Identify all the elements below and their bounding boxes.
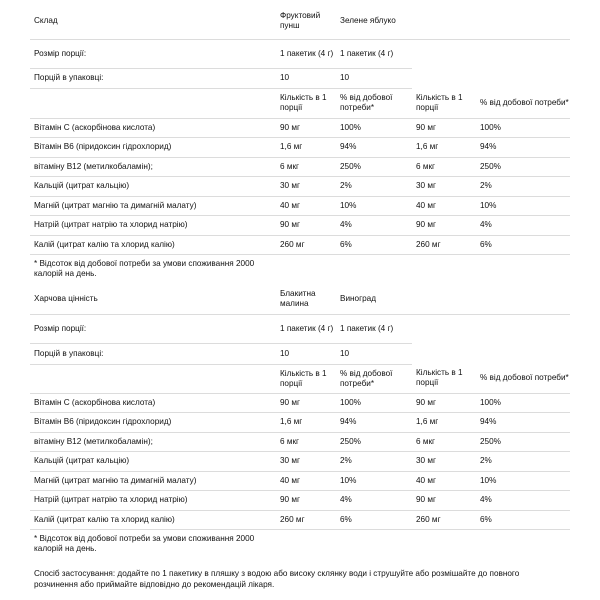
- nutrient-name: Кальцій (цитрат кальцію): [30, 177, 276, 197]
- dv-value: 100%: [476, 118, 570, 138]
- table-row: [30, 491, 570, 511]
- table-row: [30, 452, 570, 472]
- dv-value: 6%: [476, 235, 570, 255]
- amount-value: 30 мг: [276, 177, 336, 197]
- amount-value: 90 мг: [412, 216, 476, 236]
- serving-size-label: Розмір порції:: [30, 314, 276, 343]
- table-title: Склад: [30, 4, 276, 39]
- amount-value: 6 мкг: [412, 432, 476, 452]
- dv-header: % від добової потреби*: [476, 364, 570, 393]
- nutrient-name: Вітамін С (аскорбінова кислота): [30, 118, 276, 138]
- dv-value: 2%: [336, 452, 412, 472]
- servings-per-label: Порцій в упаковці:: [30, 68, 276, 88]
- amount-value: 30 мг: [276, 452, 336, 472]
- amount-value: 90 мг: [412, 491, 476, 511]
- amount-value: 260 мг: [276, 510, 336, 530]
- table-row: [30, 393, 570, 413]
- dv-value: 100%: [336, 118, 412, 138]
- table-row: [30, 471, 570, 491]
- dv-value: 4%: [476, 216, 570, 236]
- flavor-name: Блакитна малина: [276, 284, 336, 314]
- nutrient-name: Калій (цитрат калію та хлорид калію): [30, 510, 276, 530]
- dv-value: 94%: [476, 138, 570, 158]
- dv-value: 10%: [336, 471, 412, 491]
- dv-header: % від добової потреби*: [476, 88, 570, 118]
- dv-value: 6%: [476, 510, 570, 530]
- dv-header: % від добової потреби*: [336, 364, 412, 393]
- nutrient-name: Кальцій (цитрат кальцію): [30, 452, 276, 472]
- amount-value: 90 мг: [276, 216, 336, 236]
- flavor-name: Виноград: [336, 284, 412, 314]
- table-row: [30, 157, 570, 177]
- amount-value: 1,6 мг: [412, 413, 476, 433]
- amount-value: 40 мг: [412, 471, 476, 491]
- serving-size-value: 1 пакетик (4 г): [276, 39, 336, 68]
- amount-value: 90 мг: [276, 118, 336, 138]
- nutrient-name: вітаміну В12 (метилкобаламін);: [30, 432, 276, 452]
- amount-value: 260 мг: [412, 510, 476, 530]
- dv-value: 250%: [336, 157, 412, 177]
- dv-value: 6%: [336, 235, 412, 255]
- table-row: [30, 177, 570, 197]
- dv-footnote: * Відсоток від добової потреби за умови споживання 2000 калорій на день.: [34, 534, 255, 553]
- serving-size-label: Розмір порції:: [30, 39, 276, 68]
- dv-value: 10%: [336, 196, 412, 216]
- table-row: [30, 235, 570, 255]
- servings-per-value: 10: [276, 68, 336, 88]
- table-row: [30, 196, 570, 216]
- dv-value: 94%: [336, 138, 412, 158]
- amount-value: 30 мг: [412, 177, 476, 197]
- dv-header: % від добової потреби*: [336, 88, 412, 118]
- flavor-name: Зелене яблуко: [336, 4, 412, 39]
- nutrient-name: Магній (цитрат магнію та димагній малату): [30, 471, 276, 491]
- nutrient-name: Вітамін В6 (піридоксин гідрохлорид): [30, 138, 276, 158]
- amount-value: 6 мкг: [412, 157, 476, 177]
- amount-value: 6 мкг: [276, 157, 336, 177]
- table-row: [30, 413, 570, 433]
- amount-value: 6 мкг: [276, 432, 336, 452]
- amount-header: Кількість в 1 порції: [276, 364, 336, 393]
- nutrient-name: Натрій (цитрат натрію та хлорид натрію): [30, 216, 276, 236]
- dv-value: 10%: [476, 196, 570, 216]
- amount-value: 90 мг: [412, 118, 476, 138]
- dv-value: 2%: [476, 452, 570, 472]
- servings-per-value: 10: [276, 343, 336, 364]
- amount-header: Кількість в 1 порції: [276, 88, 336, 118]
- serving-size-value: 1 пакетик (4 г): [276, 314, 336, 343]
- dv-value: 4%: [476, 491, 570, 511]
- amount-value: 90 мг: [276, 393, 336, 413]
- nutrient-name: Вітамін В6 (піридоксин гідрохлорид): [30, 413, 276, 433]
- table-row: [30, 510, 570, 530]
- table-row: [30, 138, 570, 158]
- amount-value: 1,6 мг: [412, 138, 476, 158]
- amount-value: 40 мг: [276, 196, 336, 216]
- servings-per-label: Порцій в упаковці:: [30, 343, 276, 364]
- composition-table-1: [30, 4, 570, 283]
- dv-value: 100%: [476, 393, 570, 413]
- dv-value: 250%: [476, 432, 570, 452]
- dv-value: 250%: [476, 157, 570, 177]
- amount-value: 40 мг: [412, 196, 476, 216]
- nutrient-name: Калій (цитрат калію та хлорид калію): [30, 235, 276, 255]
- table-row: [30, 216, 570, 236]
- amount-value: 30 мг: [412, 452, 476, 472]
- amount-value: 90 мг: [412, 393, 476, 413]
- nutrient-name: вітаміну В12 (метилкобаламін);: [30, 157, 276, 177]
- table-title: Харчова цінність: [30, 284, 276, 314]
- usage-instructions: Спосіб застосування: додайте по 1 пакетику в пляшку з водою або високу склянку води і струшуйте або розмішайте до повного розчинення або приймайте відповідно до рекомендацій лікаря.: [34, 569, 520, 589]
- amount-value: 1,6 мг: [276, 413, 336, 433]
- dv-value: 4%: [336, 216, 412, 236]
- serving-size-value: 1 пакетик (4 г): [336, 39, 412, 68]
- flavor-name: Фруктовий пунш: [276, 4, 336, 39]
- amount-header: Кількість в 1 порції: [412, 364, 476, 393]
- serving-size-value: 1 пакетик (4 г): [336, 314, 412, 343]
- nutrient-name: Натрій (цитрат натрію та хлорид натрію): [30, 491, 276, 511]
- amount-value: 90 мг: [276, 491, 336, 511]
- dv-value: 10%: [476, 471, 570, 491]
- table-row: [30, 118, 570, 138]
- dv-value: 100%: [336, 393, 412, 413]
- composition-table-2: [30, 284, 570, 558]
- nutrient-name: Вітамін С (аскорбінова кислота): [30, 393, 276, 413]
- dv-value: 6%: [336, 510, 412, 530]
- servings-per-value: 10: [336, 343, 412, 364]
- dv-value: 250%: [336, 432, 412, 452]
- dv-value: 94%: [336, 413, 412, 433]
- servings-per-value: 10: [336, 68, 412, 88]
- dv-value: 2%: [476, 177, 570, 197]
- amount-value: 40 мг: [276, 471, 336, 491]
- amount-value: 1,6 мг: [276, 138, 336, 158]
- table-row: [30, 432, 570, 452]
- nutrient-name: Магній (цитрат магнію та димагній малату): [30, 196, 276, 216]
- amount-value: 260 мг: [412, 235, 476, 255]
- dv-value: 4%: [336, 491, 412, 511]
- amount-header: Кількість в 1 порції: [412, 88, 476, 118]
- dv-footnote: * Відсоток від добової потреби за умови споживання 2000 калорій на день.: [34, 259, 255, 278]
- dv-value: 94%: [476, 413, 570, 433]
- dv-value: 2%: [336, 177, 412, 197]
- amount-value: 260 мг: [276, 235, 336, 255]
